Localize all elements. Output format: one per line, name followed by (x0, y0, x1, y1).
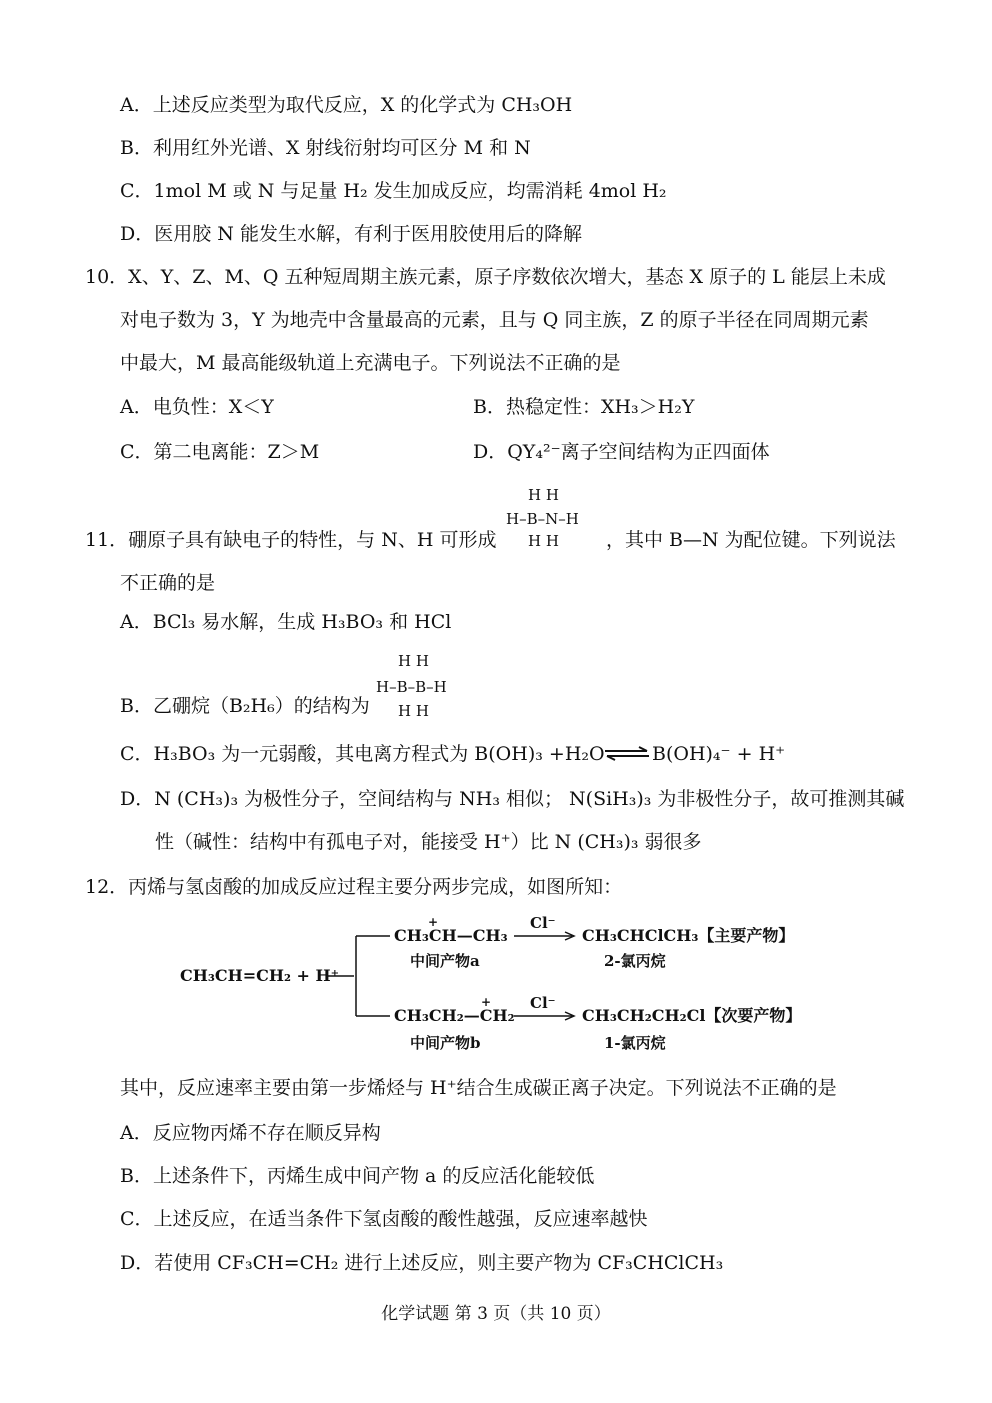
q11-option-d-line2: 性（碱性：结构中有孤电子对，能接受 H⁺）比 N (CH₃)₃ 弱很多 (155, 831, 702, 853)
reagent-chloride-b: Cl⁻ (530, 994, 556, 1012)
intermediate-b-label: 中间产物b (410, 1034, 481, 1052)
q11-stem-line2: 不正确的是 (120, 572, 216, 594)
reagent-chloride-a: Cl⁻ (530, 914, 556, 932)
q12-option-a: A．反应物丙烯不存在顺反异构 (120, 1122, 381, 1144)
q11-option-c-part1: C．H₃BO₃ 为一元弱酸，其电离方程式为 B(OH)₃ +H₂O (120, 743, 605, 765)
q11-option-b: B．乙硼烷（B₂H₆）的结构为 (120, 695, 370, 717)
page-footer: 化学试题 第 3 页（共 10 页） (381, 1304, 611, 1324)
q10-stem-line3: 中最大，M 最高能级轨道上充满电子。下列说法不正确的是 (120, 352, 621, 374)
intermediate-a: CH₃CH—CH₃ (394, 926, 508, 945)
diborane-middle: H–B–B–H (376, 678, 447, 696)
diborane-structure (376, 654, 472, 718)
q12-option-c: C．上述反应，在适当条件下氢卤酸的酸性越强，反应速率越快 (120, 1208, 648, 1230)
q10-option-d: D．QY₄²⁻离子空间结构为正四面体 (473, 441, 770, 463)
reactant-propene: CH₃CH=CH₂ + H⁺ (180, 966, 340, 985)
product-a-name: 2-氯丙烷 (604, 952, 666, 970)
structure-bottom-h: H H (528, 532, 559, 550)
intermediate-b: CH₃CH₂—CH₂ (394, 1006, 515, 1025)
product-b-name: 1-氯丙烷 (604, 1034, 666, 1052)
intermediate-b-charge: + (481, 995, 492, 1009)
structure-middle: H–B–N–H (506, 510, 579, 528)
reaction-diagram (170, 910, 830, 1060)
q11-option-c-part2: B(OH)₄⁻ + H⁺ (652, 743, 786, 765)
intermediate-a-charge: + (428, 915, 439, 929)
diborane-top-h: H H (398, 652, 429, 670)
intermediate-a-label: 中间产物a (410, 952, 480, 970)
q10-option-c: C．第二电离能：Z＞M (120, 441, 320, 463)
q11-option-a: A．BCl₃ 易水解，生成 H₃BO₃ 和 HCl (120, 611, 452, 633)
q10-stem-line2: 对电子数为 3，Y 为地壳中含量最高的元素，且与 Q 同主族，Z 的原子半径在同周期元素 (120, 309, 869, 331)
q9-option-b: B．利用红外光谱、X 射线衍射均可区分 M 和 N (120, 137, 531, 159)
structure-top-h: H H (528, 486, 559, 504)
equilibrium-arrow-icon (603, 745, 651, 761)
q12-option-b: B．上述条件下，丙烯生成中间产物 a 的反应活化能较低 (120, 1165, 595, 1187)
q12-stem: 12．丙烯与氢卤酸的加成反应过程主要分两步完成，如图所知： (85, 876, 623, 898)
q10-stem-line1: 10．X、Y、Z、M、Q 五种短周期主族元素，原子序数依次增大，基态 X 原子的 L 能层上未成 (85, 266, 886, 288)
q12-note: 其中，反应速率主要由第一步烯烃与 H⁺结合生成碳正离子决定。下列说法不正确的是 (120, 1077, 837, 1099)
product-a: CH₃CHClCH₃【主要产物】 (582, 926, 795, 945)
diborane-bottom-h: H H (398, 702, 429, 720)
q10-option-a: A．电负性：X＜Y (120, 396, 274, 418)
ammonia-borane-structure (506, 488, 602, 552)
product-b: CH₃CH₂CH₂Cl【次要产物】 (582, 1006, 802, 1025)
q9-option-c: C．1mol M 或 N 与足量 H₂ 发生加成反应，均需消耗 4mol H₂ (120, 180, 667, 202)
q12-option-d: D．若使用 CF₃CH=CH₂ 进行上述反应，则主要产物为 CF₃CHClCH₃ (120, 1252, 724, 1274)
q11-stem-part2: ，其中 B—N 为配位键。下列说法 (606, 529, 896, 551)
q10-option-b: B．热稳定性：XH₃＞H₂Y (473, 396, 695, 418)
q9-option-a: A．上述反应类型为取代反应，X 的化学式为 CH₃OH (120, 94, 573, 116)
q11-stem-part1: 11．硼原子具有缺电子的特性，与 N、H 可形成 (85, 529, 497, 551)
q11-option-d-line1: D．N (CH₃)₃ 为极性分子，空间结构与 NH₃ 相似； N(SiH₃)₃ 为非极性分子，故可推测其碱 (120, 788, 905, 810)
q9-option-d: D．医用胶 N 能发生水解，有利于医用胶使用后的降解 (120, 223, 582, 245)
